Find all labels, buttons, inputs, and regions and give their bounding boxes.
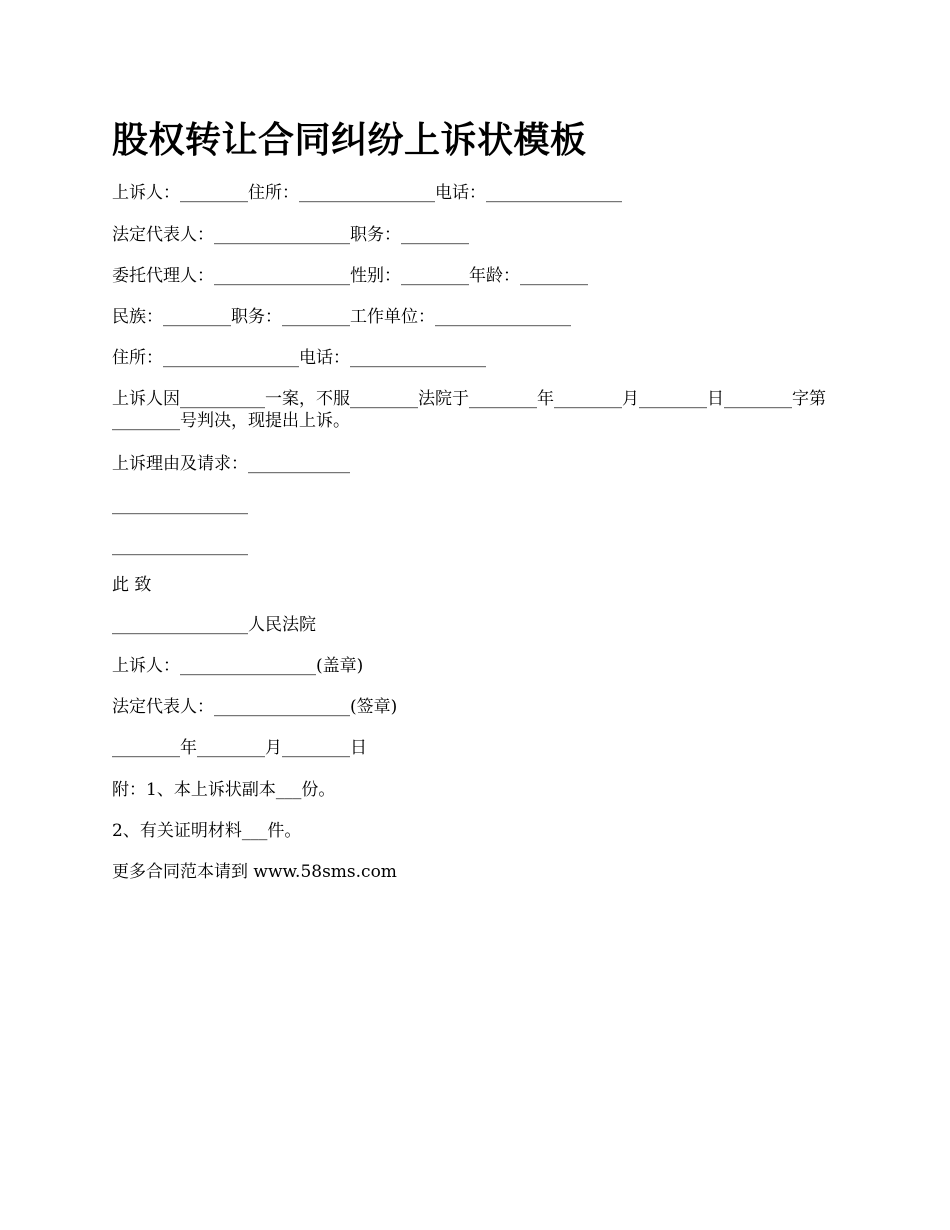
blank-line: ________________	[112, 495, 248, 515]
attachment-line-1: 附：1、本上诉状副本___份。	[112, 780, 336, 800]
court-line: ________________人民法院	[112, 615, 316, 635]
legal-rep-signature-line: 法定代表人：________________(签章)	[112, 697, 398, 717]
address-line: 住所：________________电话：________________	[112, 348, 486, 368]
agent-line: 委托代理人：________________性别：________年龄：________	[112, 266, 588, 286]
appellant-seal-line: 上诉人：________________(盖章)	[112, 656, 364, 676]
document-title: 股权转让合同纠纷上诉状模板	[112, 120, 587, 161]
appeal-reason-line: 上诉理由及请求：____________	[112, 454, 350, 474]
legal-rep-line: 法定代表人：________________职务：________	[112, 225, 469, 245]
footer-link-text: 更多合同范本请到 www.58sms.com	[112, 862, 397, 882]
ethnicity-line: 民族：________职务：________工作单位：________________	[112, 307, 571, 327]
appeal-statement: 上诉人因__________一案，不服________法院于________年________月________日________字第________号判决，现提出上诉。	[112, 389, 826, 431]
blank-line: ________________	[112, 536, 248, 556]
date-line: ________年________月________日	[112, 738, 367, 758]
salutation: 此 致	[112, 575, 152, 595]
attachment-line-2: 2、有关证明材料___件。	[112, 821, 302, 841]
appellant-line: 上诉人：________住所：________________电话：________________	[112, 183, 622, 203]
